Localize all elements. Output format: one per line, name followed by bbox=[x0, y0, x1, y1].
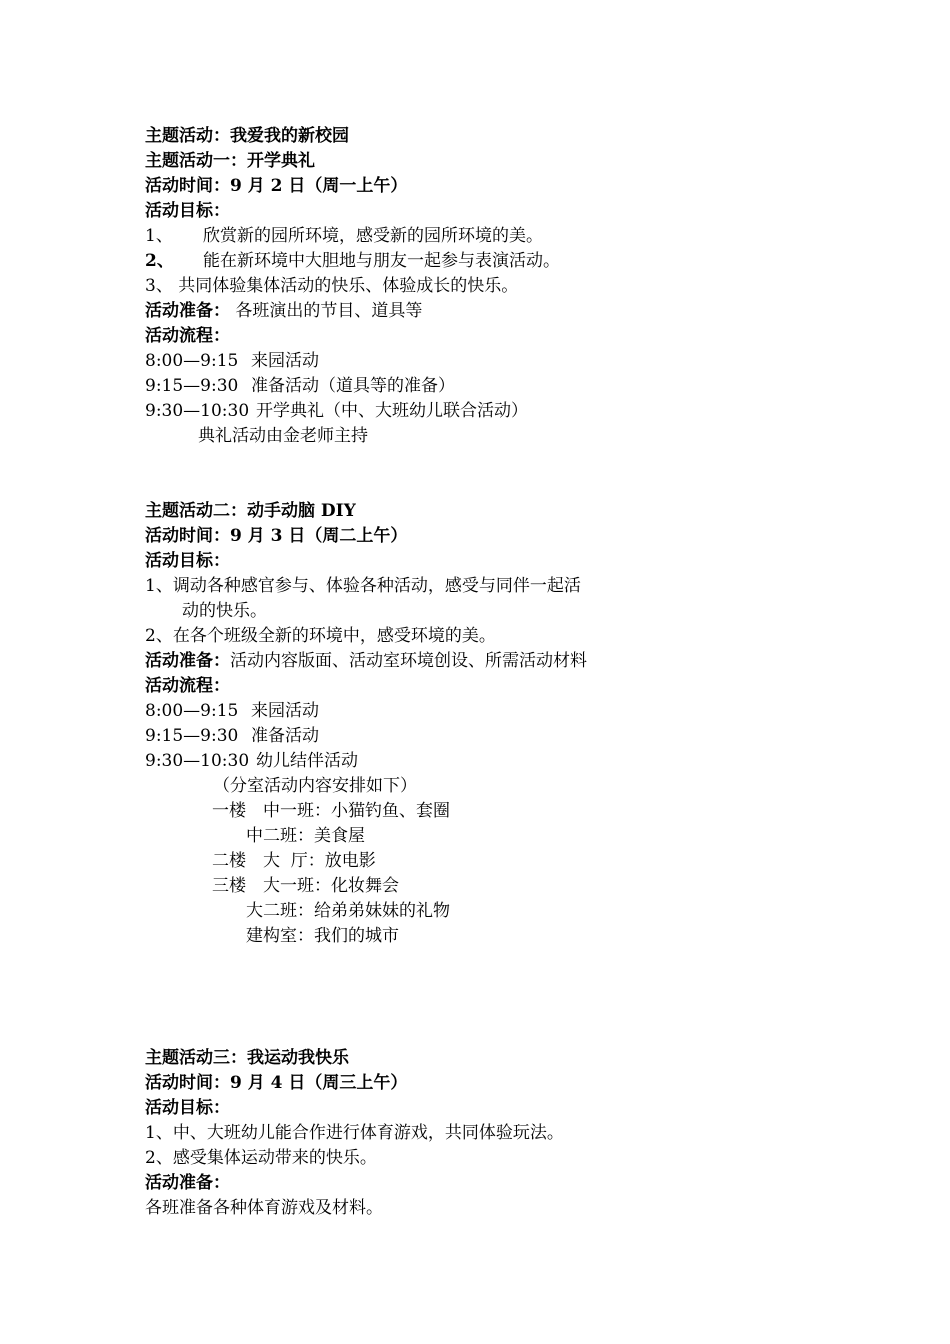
floor-label: 三楼 bbox=[212, 876, 246, 896]
activity3-title: 主题活动三：我运动我快乐 bbox=[145, 1048, 349, 1068]
goal-number: 1、 bbox=[145, 226, 173, 246]
flow-time: 8:00—9:15 bbox=[145, 701, 239, 721]
prep-label: 活动准备： bbox=[145, 301, 230, 321]
activity2-flow-2 bbox=[145, 724, 319, 749]
goal-number: 2、 bbox=[145, 251, 174, 271]
activity2-prep bbox=[145, 649, 587, 674]
flow-text: 幼儿结伴活动 bbox=[256, 751, 358, 771]
activity1-flow-note: 典礼活动由金老师主持 bbox=[198, 426, 368, 446]
activity2-goal-1: 1、调动各种感官参与、体验各种活动，感受与同伴一起活 bbox=[145, 576, 581, 596]
flow-text: 准备活动 bbox=[251, 726, 319, 746]
goal-text: 能在新环境中大胆地与朋友一起参与表演活动。 bbox=[203, 251, 560, 271]
activity2-title: 主题活动二：动手动脑 DIY bbox=[145, 501, 356, 521]
activity2-goals-label: 活动目标： bbox=[145, 551, 230, 571]
activity3-prep-text: 各班准备各种体育游戏及材料。 bbox=[145, 1198, 383, 1218]
activity1-goals-label: 活动目标： bbox=[145, 201, 230, 221]
activity2-flow-3 bbox=[145, 749, 358, 774]
floor2-row bbox=[212, 849, 376, 874]
room-activity: 大一班：化妆舞会 bbox=[263, 876, 399, 896]
activity1-goal-1 bbox=[145, 224, 543, 249]
floor1-row bbox=[212, 799, 450, 824]
activity3-goals-label: 活动目标： bbox=[145, 1098, 230, 1118]
flow-text: 准备活动（道具等的准备） bbox=[251, 376, 455, 396]
activity2-schedule-note: （分室活动内容安排如下） bbox=[213, 776, 417, 796]
floor1-room2: 中二班：美食屋 bbox=[246, 826, 365, 846]
activity3-goal-1: 1、中、大班幼儿能合作进行体育游戏，共同体验玩法。 bbox=[145, 1123, 564, 1143]
prep-label: 活动准备： bbox=[145, 651, 230, 671]
activity1-flow-2 bbox=[145, 374, 455, 399]
flow-time: 9:30—10:30 bbox=[145, 401, 250, 421]
room-activity: 大 厅：放电影 bbox=[263, 851, 376, 871]
floor-label: 一楼 bbox=[212, 801, 246, 821]
activity2-flow-1 bbox=[145, 699, 319, 724]
activity1-flow-3 bbox=[145, 399, 528, 424]
theme-heading: 主题活动：我爱我的新校园 bbox=[145, 126, 349, 146]
floor3-room3: 建构室：我们的城市 bbox=[246, 926, 399, 946]
flow-text: 来园活动 bbox=[251, 351, 319, 371]
activity1-time: 活动时间：9 月 2 日（周一上午） bbox=[145, 176, 408, 196]
activity3-goal-2: 2、感受集体运动带来的快乐。 bbox=[145, 1148, 377, 1168]
flow-time: 9:30—10:30 bbox=[145, 751, 250, 771]
flow-time: 9:15—9:30 bbox=[145, 726, 239, 746]
flow-text: 来园活动 bbox=[251, 701, 319, 721]
flow-time: 9:15—9:30 bbox=[145, 376, 239, 396]
activity1-goal-3: 3、 共同体验集体活动的快乐、体验成长的快乐。 bbox=[145, 276, 519, 296]
floor3-room2: 大二班：给弟弟妹妹的礼物 bbox=[246, 901, 450, 921]
activity1-goal-2 bbox=[145, 249, 560, 274]
prep-text: 活动内容版面、活动室环境创设、所需活动材料 bbox=[230, 651, 587, 671]
flow-text: 开学典礼（中、大班幼儿联合活动） bbox=[256, 401, 528, 421]
room-activity: 中一班：小猫钓鱼、套圈 bbox=[263, 801, 450, 821]
activity2-time: 活动时间：9 月 3 日（周二上午） bbox=[145, 526, 408, 546]
activity3-time: 活动时间：9 月 4 日（周三上午） bbox=[145, 1073, 408, 1093]
activity1-prep bbox=[145, 299, 422, 324]
flow-time: 8:00—9:15 bbox=[145, 351, 239, 371]
floor3-row bbox=[212, 874, 399, 899]
activity1-flow-1 bbox=[145, 349, 319, 374]
activity1-title: 主题活动一：开学典礼 bbox=[145, 151, 315, 171]
activity3-prep-label: 活动准备： bbox=[145, 1173, 230, 1193]
prep-text: 各班演出的节目、道具等 bbox=[230, 301, 423, 321]
activity2-goal-2: 2、在各个班级全新的环境中，感受环境的美。 bbox=[145, 626, 496, 646]
floor-label: 二楼 bbox=[212, 851, 246, 871]
activity1-flow-label: 活动流程： bbox=[145, 326, 230, 346]
activity2-flow-label: 活动流程： bbox=[145, 676, 230, 696]
activity2-goal-1-cont: 动的快乐。 bbox=[182, 601, 267, 621]
goal-text: 欣赏新的园所环境，感受新的园所环境的美。 bbox=[203, 226, 543, 246]
